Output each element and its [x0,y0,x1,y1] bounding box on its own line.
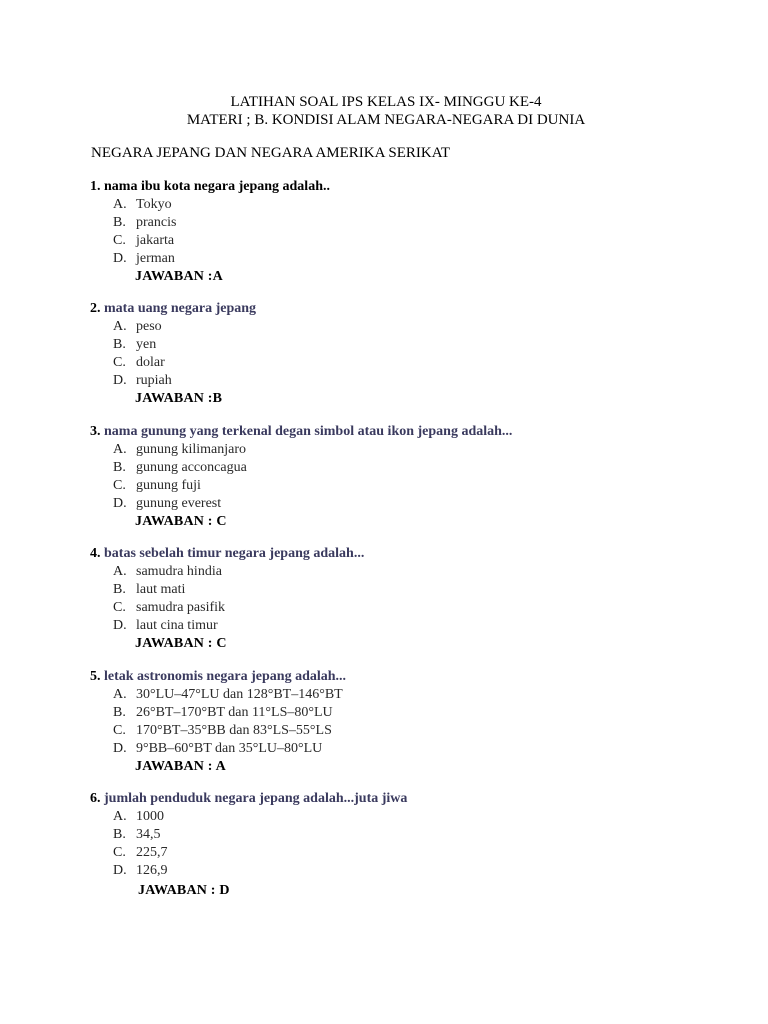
option-letter: B. [113,705,126,720]
option-list [90,441,730,513]
option-text: 9°BB–60°BT dan 35°LU–80°LU [136,741,323,756]
question-number: 1. [90,179,101,194]
option-letter: B. [113,582,126,597]
option-text: laut mati [136,582,186,597]
answer-key: JAWABAN : A [135,759,226,774]
option-letter: B. [113,215,126,230]
option-text: jakarta [136,233,175,248]
option-text: 170°BT–35°BB dan 83°LS–55°LS [136,723,332,738]
option-c [90,477,730,495]
option-letter: B. [113,337,126,352]
option-letter: D. [113,618,127,633]
question-number: 6. [90,791,101,806]
answer-key: JAWABAN : C [135,636,227,651]
option-a [90,318,730,336]
section-heading: NEGARA JEPANG DAN NEGARA AMERIKA SERIKAT [91,145,451,161]
option-list [90,563,730,635]
option-text: dolar [136,355,165,370]
option-text: samudra pasifik [136,600,226,615]
answer-key: JAWABAN : D [138,883,230,898]
question-6 [90,790,730,900]
option-letter: A. [113,197,127,212]
question-text [90,300,730,318]
question-number: 5. [90,669,101,684]
option-text: 26°BT–170°BT dan 11°LS–80°LU [136,705,333,720]
question-number: 2. [90,301,101,316]
option-text: 30°LU–47°LU dan 128°BT–146°BT [136,687,343,702]
option-text: gunung fuji [136,478,201,493]
answer-key: JAWABAN :A [135,269,223,284]
option-d [90,862,730,880]
option-letter: D. [113,496,127,511]
question-3 [90,423,730,531]
option-letter: D. [113,863,127,878]
option-a [90,563,730,581]
question-body: letak astronomis negara jepang adalah... [100,669,347,684]
option-list [90,686,730,758]
option-list [90,808,730,880]
option-c [90,722,730,740]
option-a [90,686,730,704]
option-text: 1000 [136,809,164,824]
option-d [90,617,730,635]
option-b [90,581,730,599]
option-letter: D. [113,741,127,756]
option-b [90,704,730,722]
option-letter: C. [113,355,126,370]
question-number: 4. [90,546,101,561]
answer-key: JAWABAN : C [135,514,227,529]
option-letter: A. [113,687,127,702]
option-text: samudra hindia [136,564,222,579]
option-text: jerman [136,251,175,266]
option-letter: C. [113,723,126,738]
question-text [90,668,730,686]
option-text: gunung everest [136,496,222,511]
option-text: gunung acconcagua [136,460,247,475]
option-d [90,495,730,513]
option-c [90,599,730,617]
option-d [90,250,730,268]
option-a [90,196,730,214]
option-letter: A. [113,809,127,824]
option-letter: C. [113,845,126,860]
document-subtitle: MATERI ; B. KONDISI ALAM NEGARA-NEGARA DI DUNIA [186,112,586,128]
question-text [90,178,730,196]
question-text [90,545,730,563]
option-letter: D. [113,251,127,266]
option-d [90,740,730,758]
question-5 [90,668,730,776]
option-text: rupiah [136,373,172,388]
option-b [90,214,730,232]
option-text: 225,7 [136,845,168,860]
option-letter: C. [113,478,126,493]
option-letter: C. [113,600,126,615]
option-letter: A. [113,564,127,579]
option-a [90,441,730,459]
option-c [90,844,730,862]
option-list [90,196,730,268]
option-text: gunung kilimanjaro [136,442,247,457]
option-text: 34,5 [136,827,161,842]
option-letter: A. [113,319,127,334]
option-letter: A. [113,442,127,457]
question-body: mata uang negara jepang [100,301,257,316]
question-body: nama gunung yang terkenal degan simbol atau ikon jepang adalah... [100,424,513,439]
option-letter: B. [113,827,126,842]
option-a [90,808,730,826]
question-2 [90,300,730,408]
answer-key: JAWABAN :B [135,391,223,406]
option-c [90,354,730,372]
option-b [90,826,730,844]
question-body: nama ibu kota negara jepang adalah.. [100,179,330,194]
option-d [90,372,730,390]
option-text: laut cina timur [136,618,218,633]
option-list [90,318,730,390]
question-body: jumlah penduduk negara jepang adalah...juta jiwa [100,791,408,806]
option-b [90,459,730,477]
option-text: prancis [136,215,177,230]
document-title: LATIHAN SOAL IPS KELAS IX- MINGGU KE-4 [230,94,542,110]
option-letter: C. [113,233,126,248]
option-letter: D. [113,373,127,388]
option-text: 126,9 [136,863,168,878]
option-c [90,232,730,250]
question-1 [90,178,730,286]
question-text [90,790,730,808]
option-text: peso [136,319,162,334]
option-b [90,336,730,354]
option-text: Tokyo [136,197,172,212]
question-text [90,423,730,441]
question-4 [90,545,730,653]
question-number: 3. [90,424,101,439]
option-text: yen [136,337,157,352]
option-letter: B. [113,460,126,475]
question-body: batas sebelah timur negara jepang adalah... [100,546,365,561]
